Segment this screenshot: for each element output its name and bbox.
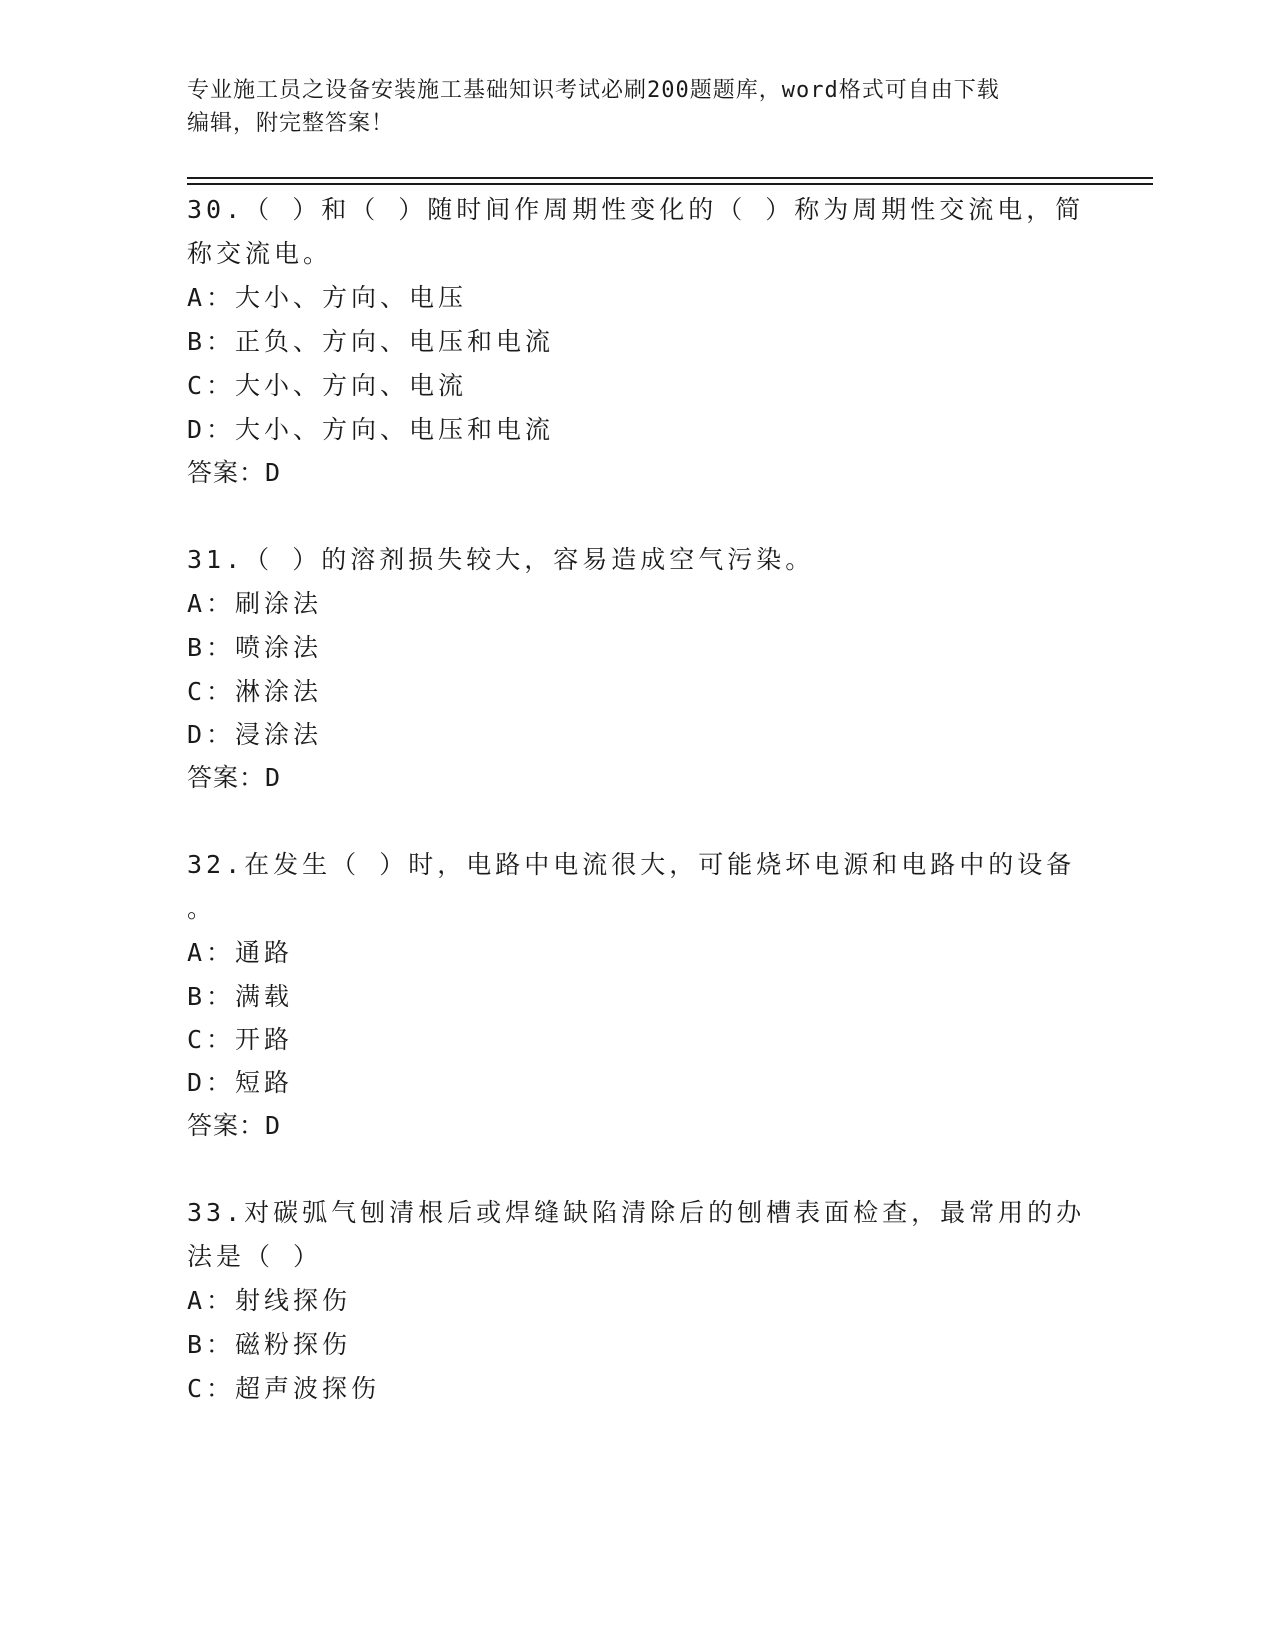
- question-32-stem-line-2: 。: [187, 894, 217, 923]
- question-30-option-b: B：正负、方向、电压和电流: [187, 327, 555, 356]
- question-31-option-c: C：淋涂法: [187, 677, 323, 706]
- question-30-option-d: D：大小、方向、电压和电流: [187, 415, 555, 444]
- header-divider-top: [187, 177, 1153, 179]
- question-31-option-b: B：喷涂法: [187, 633, 323, 662]
- question-33-stem-line-2: 法是（ ）: [187, 1242, 323, 1271]
- question-32-option-a: A：通路: [187, 938, 294, 967]
- question-30-option-a: A：大小、方向、电压: [187, 283, 468, 312]
- question-30-stem-line-2: 称交流电。: [187, 239, 333, 268]
- header-line-2: 编辑，附完整答案！: [187, 111, 395, 136]
- question-31-option-d: D：浸涂法: [187, 720, 323, 749]
- question-32-stem-line-1: 32.在发生（ ）时，电路中电流很大，可能烧坏电源和电路中的设备: [187, 850, 1076, 879]
- question-32-option-c: C：开路: [187, 1025, 294, 1054]
- question-33-option-c: C：超声波探伤: [187, 1374, 381, 1403]
- question-30-answer: 答案：D: [187, 458, 282, 487]
- question-32-option-d: D：短路: [187, 1068, 294, 1097]
- question-31-option-a: A：刷涂法: [187, 589, 323, 618]
- question-33-stem-line-1: 33.对碳弧气刨清根后或焊缝缺陷清除后的刨槽表面检查，最常用的办: [187, 1198, 1086, 1227]
- question-31-answer: 答案：D: [187, 763, 282, 792]
- header-line-1: 专业施工员之设备安装施工基础知识考试必刷200题题库，word格式可自由下载: [187, 78, 1000, 103]
- question-33-option-b: B：磁粉探伤: [187, 1330, 352, 1359]
- question-31-stem-line-1: 31.（ ）的溶剂损失较大，容易造成空气污染。: [187, 545, 815, 574]
- document-header: [187, 74, 1067, 140]
- question-30-option-c: C：大小、方向、电流: [187, 371, 468, 400]
- header-divider-bottom: [187, 183, 1153, 185]
- question-33-option-a: A：射线探伤: [187, 1286, 352, 1315]
- question-32-option-b: B：满载: [187, 982, 294, 1011]
- question-30-stem-line-1: 30.（ ）和（ ）随时间作周期性变化的（ ）称为周期性交流电，简: [187, 195, 1085, 224]
- question-32-answer: 答案：D: [187, 1111, 282, 1140]
